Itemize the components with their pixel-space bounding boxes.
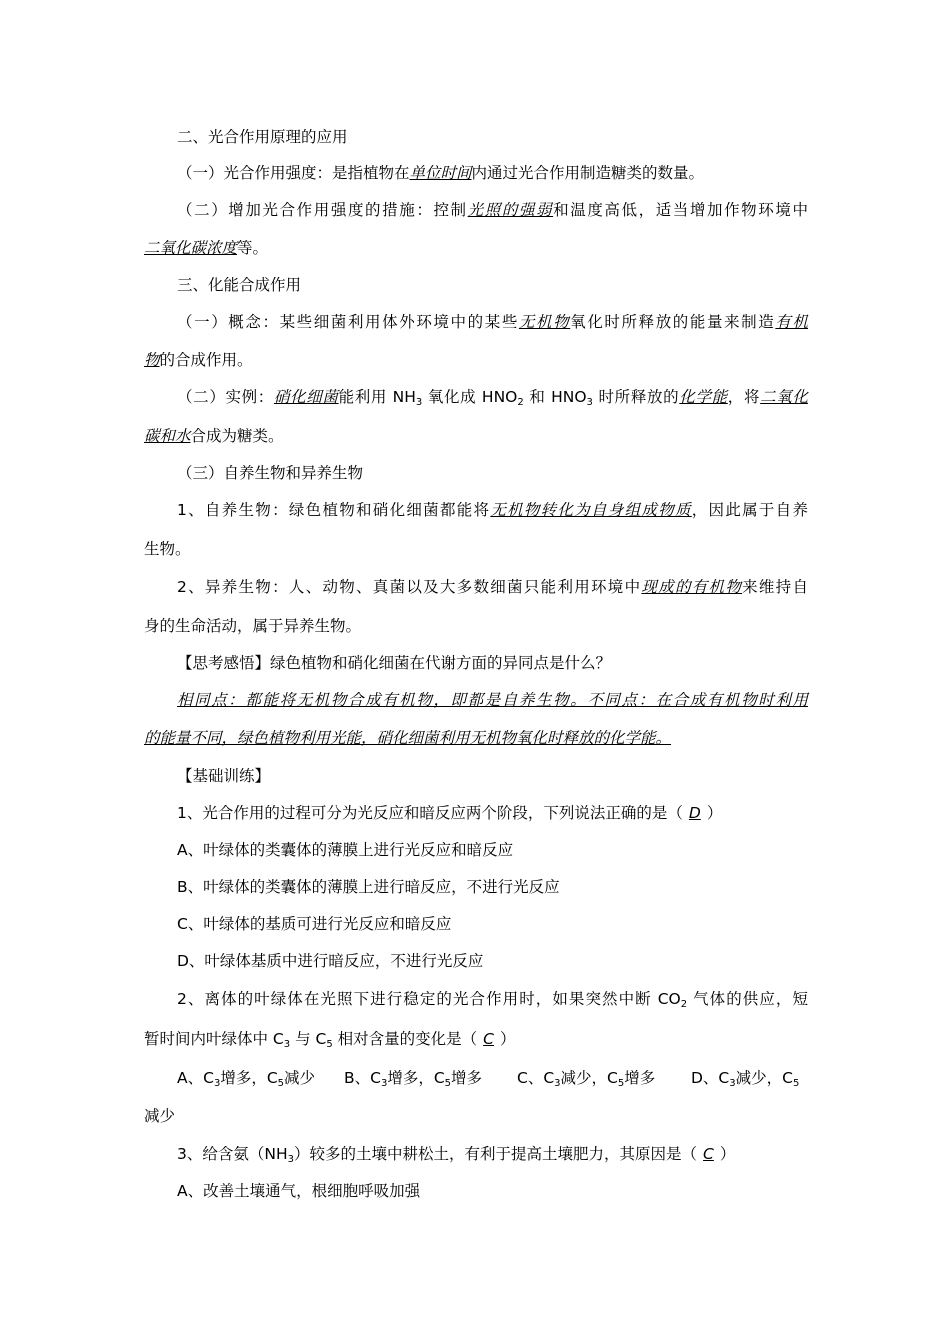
question-2-option-d-tail: 减少: [144, 1107, 176, 1125]
autotroph-heterotroph-title: （三）自养生物和异养生物: [177, 464, 364, 482]
photosynthesis-intensity-definition: （一）光合作用强度：是指植物在单位时间内通过光合作用制造糖类的数量。: [177, 164, 705, 182]
question-3-option-a: A、改善土壤通气，根细胞呼吸加强: [177, 1182, 421, 1200]
question-1-option-d: D、叶绿体基质中进行暗反应，不进行光反应: [177, 952, 484, 970]
question-2-stem-line2: 暂时间内叶绿体中 $C_3$ 与 $C_5$ 相对含量的变化是（ C ）: [144, 1030, 516, 1050]
measures-paragraph-line1: （二）增加光合作用强度的措施：控制光照的强弱和温度高低，适当增加作物环境中: [177, 201, 808, 219]
question-3-answer: C: [703, 1145, 714, 1163]
measures-paragraph-line2: 二氧化碳浓度等。: [144, 239, 269, 257]
example-line1: （二）实例：硝化细菌能利用 $NH_3$ 氧化成 $HNO_2$ 和 $HNO_3$ 时所释放的化学能，将二氧化: [177, 388, 808, 408]
concept-line2: 物的合成作用。: [144, 351, 253, 369]
autotroph-line1: 1、自养生物：绿色植物和硝化细菌都能将无机物转化为自身组成物质，因此属于自养: [177, 501, 808, 519]
question-2-option-d: D、$C_3$减少，$C_5$: [691, 1069, 800, 1089]
concept-line1: （一）概念：某些细菌利用体外环境中的某些无机物氧化时所释放的能量来制造有机: [177, 313, 808, 331]
example-line2: 碳和水合成为糖类。: [144, 427, 284, 445]
question-2-option-b: B、$C_3$增多，$C_5$增多: [344, 1069, 483, 1089]
question-2-option-a: A、$C_3$增多，$C_5$减少: [177, 1069, 316, 1089]
question-1-answer: D: [688, 804, 701, 822]
section-2-title: 二、光合作用原理的应用: [177, 128, 348, 146]
question-1-option-a: A、叶绿体的类囊体的薄膜上进行光反应和暗反应: [177, 841, 514, 859]
autotroph-line2: 生物。: [144, 540, 191, 558]
question-3-stem: 3、给含氨$(NH_3)$较多的土壤中耕松土，有利于提高土壤肥力，其原因是（ C ）: [177, 1145, 736, 1165]
question-2-answer: C: [483, 1030, 494, 1048]
training-title: 【基础训练】: [177, 767, 271, 785]
heterotroph-line2: 身的生命活动，属于异养生物。: [144, 617, 362, 635]
question-1-option-c: C、叶绿体的基质可进行光反应和暗反应: [177, 915, 452, 933]
question-2-option-c: C、$C_3$减少，$C_5$增多: [517, 1069, 656, 1089]
think-answer-line2: 的能量不同，绿色植物利用光能，硝化细菌利用无机物氧化时释放的化学能。: [144, 729, 672, 747]
think-question: 【思考感悟】绿色植物和硝化细菌在代谢方面的异同点是什么？: [177, 654, 612, 672]
section-3-title: 三、化能合成作用: [177, 276, 302, 294]
question-1-option-b: B、叶绿体的类囊体的薄膜上进行暗反应，不进行光反应: [177, 878, 560, 896]
question-2-stem-line1: 2、离体的叶绿体在光照下进行稳定的光合作用时，如果突然中断 $CO_2$ 气体的供应，短: [177, 990, 808, 1010]
think-answer-line1: 相同点：都能将无机物合成有机物，即都是自养生物。不同点：在合成有机物时利用: [177, 691, 808, 709]
heterotroph-line1: 2、异养生物：人、动物、真菌以及大多数细菌只能利用环境中现成的有机物来维持自: [177, 578, 808, 596]
question-1-stem: 1、光合作用的过程可分为光反应和暗反应两个阶段，下列说法正确的是（ D ）: [177, 804, 723, 822]
